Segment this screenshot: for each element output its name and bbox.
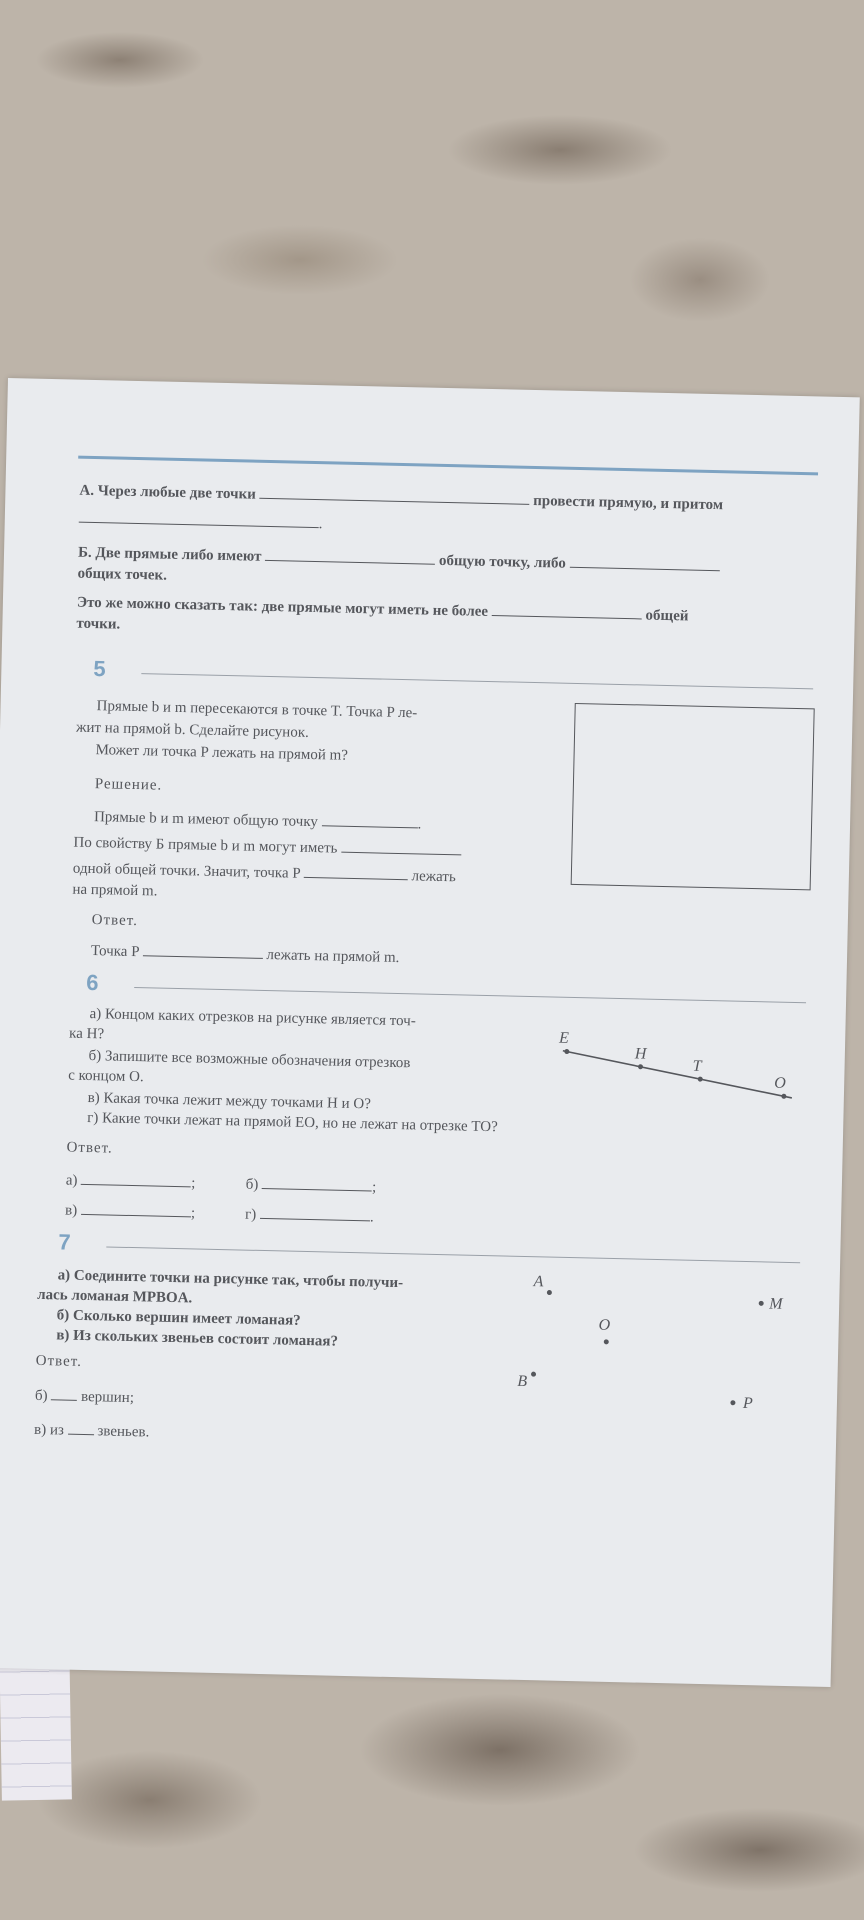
label-t: T [692, 1057, 702, 1075]
task-5-text-3: Может ли точка P лежать на прямой m? [95, 742, 349, 764]
task-6-question-d: г) Какие точки лежат на прямой EO, но не лежат на отрезке TO? [87, 1109, 498, 1136]
task-7-answer-c [34, 1419, 150, 1442]
task-5-solution-line-1 [94, 806, 422, 833]
task-6-answer-b [246, 1174, 377, 1197]
task-5-solution-line-2 [73, 832, 461, 861]
label-e: E [558, 1029, 570, 1047]
task-5-blank-1[interactable] [322, 811, 418, 828]
point-e [564, 1049, 569, 1054]
property-c-blank[interactable] [492, 601, 642, 619]
task-5-sol2-text: По свойству Б прямые b и m могут иметь [73, 834, 338, 857]
semicolon-mark: ; [191, 1175, 196, 1192]
task-5-answer-suffix: лежать на прямой m. [266, 947, 400, 967]
task-7-question-c: в) Из скольких звеньев состоит ломаная? [56, 1327, 339, 1350]
task-6-rule [134, 987, 806, 1003]
point-a [547, 1290, 552, 1295]
semicolon-mark: ; [371, 1179, 377, 1196]
task-7-question-b: б) Сколько вершин имеет ломаная? [56, 1307, 301, 1329]
drawing-box[interactable] [571, 703, 815, 890]
task-5-text-1: Прямые b и m пересекаются в точке T. Точка P ле- [96, 698, 418, 722]
task-5-answer-blank[interactable] [143, 941, 263, 959]
property-a-suffix: провести прямую, и притом [533, 492, 724, 514]
task-7-blank-b[interactable] [51, 1385, 77, 1401]
task-5-answer-line [91, 940, 400, 967]
period-mark: . [417, 816, 422, 833]
task-7-rule [106, 1246, 800, 1263]
point-o [604, 1339, 609, 1344]
task-7-ans-b-prefix: б) [34, 1387, 48, 1405]
property-b-blank-1[interactable] [265, 546, 435, 565]
task-6-ans-b-label: б) [245, 1176, 259, 1193]
task-7-blank-c[interactable] [68, 1420, 94, 1436]
task-7-ans-b-suffix: вершин; [80, 1388, 135, 1407]
task-5-rule [141, 673, 813, 689]
task-6-blank-c[interactable] [81, 1200, 191, 1217]
task-5-solution-line-4: на прямой m. [72, 881, 158, 900]
task-5-sol3-prefix: одной общей точки. Значит, точка P [72, 860, 301, 882]
point-o [781, 1094, 786, 1099]
line-eo [562, 1051, 793, 1098]
property-b-line2: общих точек. [77, 565, 168, 584]
point-h [638, 1064, 643, 1069]
label-h: H [634, 1045, 647, 1063]
task-7-ans-c-prefix: в) из [33, 1421, 65, 1439]
property-c-prefix: Это же можно сказать так: две прямые могут иметь не более [76, 594, 489, 620]
task-6-ans-a-label: а) [65, 1172, 78, 1189]
task-7-question-a-1: а) Соедините точки на рисунке так, чтобы получи- [57, 1267, 404, 1292]
task-6-question-a-1: а) Концом каких отрезков на рисунке является точ- [89, 1006, 416, 1030]
task-5-number: 5 [93, 656, 106, 682]
task-6-answer-a [66, 1170, 196, 1193]
task-7-question-a-2: лась ломаная MPBOA. [37, 1286, 193, 1307]
task-6-blank-a[interactable] [81, 1170, 191, 1187]
task-7-ans-c-suffix: звеньев. [97, 1423, 150, 1441]
task-6-question-c: в) Какая точка лежит между точками H и O? [87, 1089, 372, 1113]
point-m [759, 1301, 764, 1306]
property-b-prefix: Б. Две прямые либо имеют [77, 544, 262, 565]
semicolon-mark: ; [190, 1205, 196, 1222]
task-6-answer-d [245, 1204, 374, 1227]
task-5-solution-label: Решение. [94, 776, 163, 794]
task-6-blank-d[interactable] [260, 1204, 370, 1221]
task-5-answer-prefix: Точка P [90, 943, 140, 961]
task-7-answer-b [35, 1385, 135, 1407]
task-5-sol1-text: Прямые b и m имеют общую точку [93, 809, 319, 831]
property-b-line [78, 542, 720, 577]
task-5-text-2: жит на прямой b. Сделайте рисунок. [75, 719, 310, 741]
label-o: O [598, 1316, 611, 1334]
property-b-blank-2[interactable] [569, 553, 719, 571]
property-c-line2: точки. [76, 615, 121, 633]
point-p [730, 1400, 735, 1405]
task-5-blank-2[interactable] [341, 838, 461, 856]
task-7-answer-label: Ответ. [35, 1352, 83, 1370]
task-6-number: 6 [86, 969, 99, 996]
property-a-prefix: А. Через любые две точки [79, 482, 257, 503]
workbook-page [0, 378, 860, 1687]
task-6-answer-label: Ответ. [66, 1139, 113, 1157]
task-6-question-b-1: б) Запишите все возможные обозначения отрезков [88, 1048, 411, 1072]
label-p: P [742, 1394, 753, 1413]
point-t [698, 1077, 703, 1082]
task-6-answer-c [65, 1200, 195, 1223]
point-b [531, 1372, 536, 1377]
task-7-figure [504, 1270, 798, 1437]
task-5-answer-label: Ответ. [91, 912, 139, 930]
task-6-question-b-2: с концом O. [68, 1067, 144, 1086]
label-m: M [768, 1295, 783, 1313]
label-o: O [774, 1074, 786, 1092]
header-rule [78, 456, 818, 476]
property-a-blank-2[interactable] [79, 508, 319, 528]
task-5-blank-3[interactable] [304, 863, 408, 880]
period-mark: . [318, 516, 323, 533]
property-a-blank-1[interactable] [259, 484, 529, 505]
property-b-middle: общую точку, либо [438, 552, 566, 572]
task-6-figure [552, 1031, 804, 1117]
period-mark: . [369, 1209, 374, 1226]
property-c-line [77, 592, 689, 626]
task-5-sol3-suffix: лежать [411, 868, 456, 886]
task-6-question-a-2: ка H? [68, 1025, 105, 1043]
label-b: B [517, 1372, 528, 1391]
property-c-suffix: общей [645, 607, 689, 625]
task-6-blank-b[interactable] [262, 1174, 372, 1191]
label-a: A [533, 1273, 544, 1291]
property-a-line2 [79, 508, 323, 534]
task-7-number: 7 [58, 1229, 71, 1255]
task-6-ans-c-label: в) [64, 1202, 78, 1219]
task-6-ans-d-label: г) [244, 1206, 257, 1223]
